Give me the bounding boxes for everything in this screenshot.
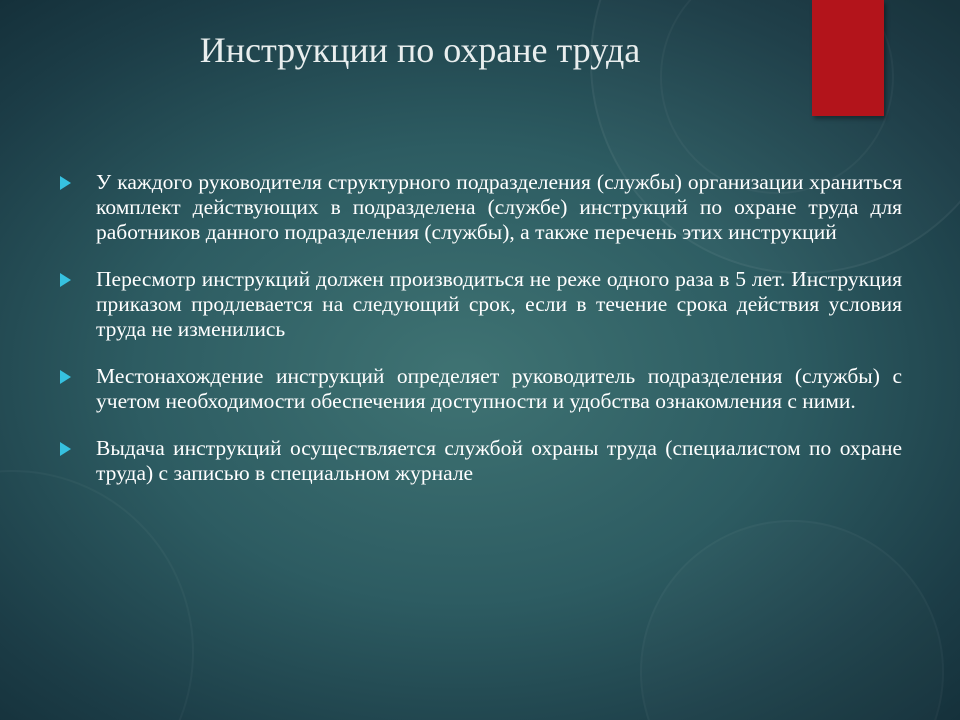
bullet-text: Пересмотр инструкций должен производиться не реже одного раза в 5 лет. Инструкция приказом продлевается на следующий срок, если в течение срока действия условия труда не изменились <box>96 267 902 341</box>
bullet-item <box>60 267 902 342</box>
bullet-list <box>60 170 902 508</box>
triangle-bullet-icon <box>60 370 71 384</box>
decorative-circle-bottom-right <box>640 520 944 720</box>
bullet-text: У каждого руководителя структурного подразделения (службы) организации храниться комплект действующих в подразделена (службе) инструкций по охране труда для работников данного подразделения (службы), а также перечень этих инструкций <box>96 170 902 244</box>
bullet-text: Местонахождение инструкций определяет руководитель подразделения (службы) с учетом необходимости обеспечения доступности и удобства ознакомления с ними. <box>96 364 902 413</box>
bullet-item <box>60 364 902 414</box>
bullet-text: Выдача инструкций осуществляется службой охраны труда (специалистом по охране труда) с записью в специальном журнале <box>96 436 902 485</box>
bullet-item <box>60 170 902 245</box>
bullet-item <box>60 436 902 486</box>
slide-title: Инструкции по охране труда <box>199 30 641 70</box>
triangle-bullet-icon <box>60 176 71 190</box>
triangle-bullet-icon <box>60 273 71 287</box>
red-accent-bar <box>812 0 884 116</box>
triangle-bullet-icon <box>60 442 71 456</box>
